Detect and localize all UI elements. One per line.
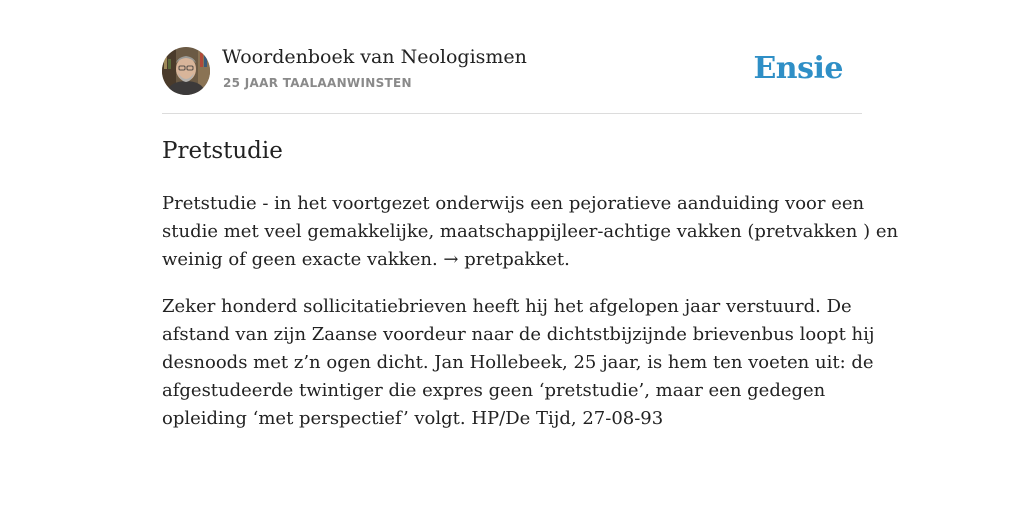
- quotation-paragraph: [162, 293, 875, 433]
- quotation-line: desnoods met z’n ogen dicht. Jan Hollebeek, 25 jaar, is hem ten voeten uit: de: [162, 352, 874, 373]
- ensie-logo[interactable]: Ensie: [753, 51, 843, 86]
- quotation-line: opleiding ‘met perspectief’ volgt. HP/De Tijd, 27-08-93: [162, 408, 664, 429]
- author-tagline: 25 JAAR TAALAANWINSTEN: [223, 76, 412, 90]
- quotation-line: afgestudeerde twintiger die expres geen ‘pretstudie’, maar een gedegen: [162, 380, 826, 401]
- card-header: [162, 0, 862, 114]
- definition-line: Pretstudie - in het voortgezet onderwijs een pejoratieve aanduiding voor een: [162, 193, 865, 214]
- quotation-line: Zeker honderd sollicitatiebrieven heeft hij het afgelopen jaar verstuurd. De: [162, 296, 852, 317]
- entry-card: [162, 0, 899, 429]
- author-avatar[interactable]: [162, 47, 210, 95]
- definition-line: weinig of geen exacte vakken. → pretpakket.: [162, 249, 570, 270]
- definition-paragraph: [162, 190, 899, 274]
- quotation-line: afstand van zijn Zaanse voordeur naar de dichtstbijzijnde brievenbus loopt hij: [162, 324, 875, 345]
- definition-line: studie met veel gemakkelijke, maatschappijleer-achtige vakken (pretvakken ) en: [162, 221, 899, 242]
- author-name[interactable]: Woordenboek van Neologismen: [222, 46, 527, 68]
- avatar-portrait-image: [162, 47, 210, 95]
- entry-title: Pretstudie: [162, 138, 283, 164]
